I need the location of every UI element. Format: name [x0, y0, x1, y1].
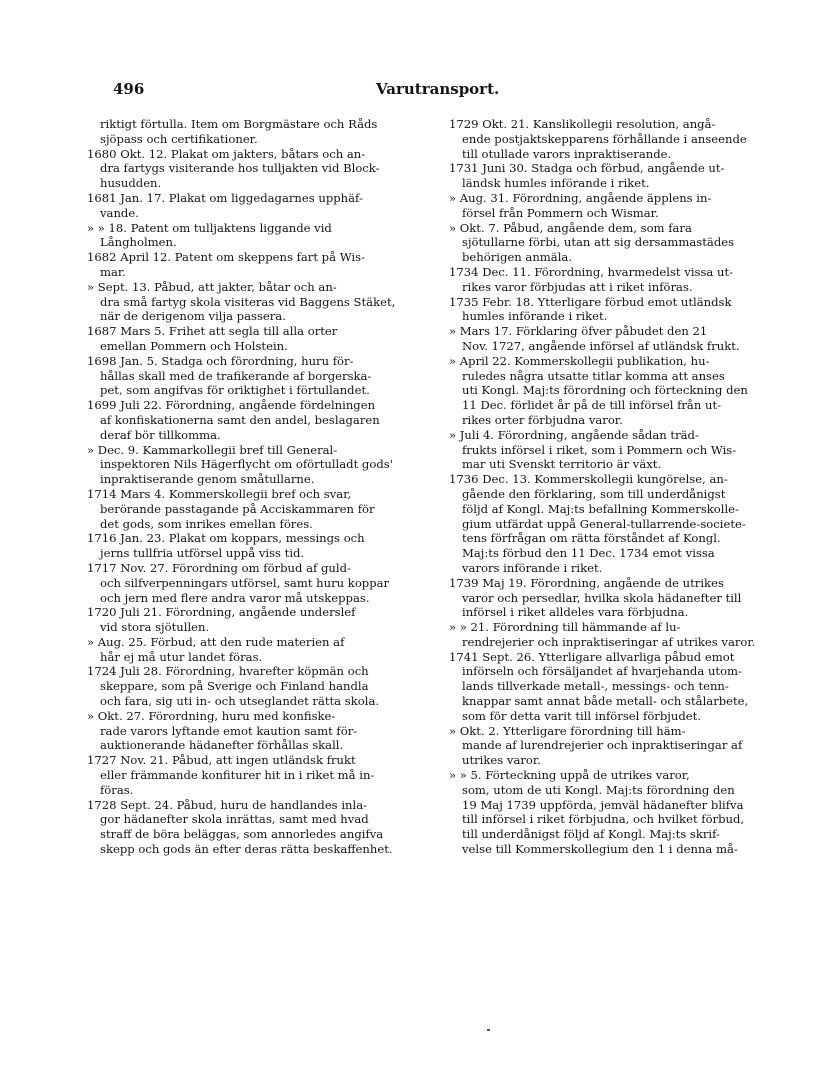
entry-text: riktigt förtulla. Item om Borgmästare och Råds sjöpass och certifikationer.: [100, 117, 378, 146]
entry-date: 1736 Dec. 13.: [449, 472, 531, 487]
entry-date: » Juli 4.: [449, 427, 495, 442]
running-title: Varutransport.: [376, 80, 500, 98]
register-entry: [449, 324, 805, 354]
entry-text: Förklaring öfver påbudet den 21 Nov. 1727, angående införsel af utländsk frukt.: [462, 324, 740, 353]
entry-text: Kanslikollegii resolution, angå- ende postjaktskepparens förhållande i anseende till otullade varors inpraktiserande.: [462, 117, 747, 161]
entry-text: Plakat om liggedagarnes upphäf- vande.: [100, 190, 363, 220]
entry-date: 1734 Dec. 11.: [449, 264, 531, 279]
entry-text: Förordning om förbud af guld- och silfverpenningars utförsel, samt huru koppar och jern med flere andra varor må utskeppas.: [100, 560, 390, 605]
entry-date: 1717 Nov. 27.: [87, 560, 169, 575]
register-entry: [449, 191, 805, 221]
entry-text: Förordning, hvarmedelst vissa ut- rikes varor förbjudas att i riket införas.: [462, 264, 734, 294]
register-entry: [87, 191, 443, 221]
entry-text: Förordning, angående sådan träd- frukts införsel i riket, som i Pommern och Wis- mar uti Svenskt territorio är växt.: [462, 427, 737, 472]
entry-text: Plakat om koppars, messings och jerns tullfria utförsel uppå viss tid.: [100, 531, 365, 561]
register-entry: [449, 472, 805, 576]
entry-date: 1698 Jan. 5.: [87, 353, 158, 368]
register-entry: [449, 428, 805, 472]
entry-date: » Sept. 13.: [87, 279, 151, 294]
register-entry: [449, 724, 805, 768]
entry-date: » » 5.: [449, 768, 482, 783]
register-entry: [449, 650, 805, 724]
entry-date: » April 22.: [449, 353, 511, 368]
register-entry: [87, 798, 443, 857]
entry-date: » Okt. 27.: [87, 708, 145, 723]
entry-date: 1681 Jan. 17.: [87, 190, 166, 205]
entry-text: Stadga och förordning, huru för- hållas skall med de trafikerande af borgerska- pet, som angifvas för oriktighet i förtullandet.: [100, 353, 372, 398]
entry-text: Kommerskollegii kungörelse, an- gående den förklaring, som till underdånigst följd af Kongl. Maj:ts befallning Kommerskolle- gium utfärdat uppå General-tullarrende-societe- tens förfrågan om rätta förståndet af Kongl. Maj:ts förbud den 11 Dec. 1734 emot vissa varors införande i riket.: [462, 472, 746, 575]
entry-text: Kommerskollegii publikation, hu- ruledes några utsatte titlar komma att anses uti Kongl. Maj:ts förordning och förteckning den 11 Dec. förlidet år på de till införsel från ut- rikes orter förbjudna varor.: [462, 353, 748, 427]
register-entry: [449, 354, 805, 428]
entry-date: 1727 Nov. 21.: [87, 753, 169, 768]
register-entry: [87, 531, 443, 561]
right-column: [449, 117, 805, 857]
entry-text: Förordning, angående de utrikes varor och persedlar, hvilka skola hädanefter till införsel i riket alldeles vara förbjudna.: [462, 575, 742, 620]
entry-date: 1714 Mars 4.: [87, 486, 166, 501]
entry-text: Ytterligare förordning till häm- mande af lurendrejerier och inpraktiseringar af utrikes varor.: [462, 723, 743, 768]
register-entry: [87, 147, 443, 191]
register-entry: [449, 620, 805, 650]
register-entry: [87, 250, 443, 280]
entry-date: » Aug. 25.: [87, 634, 147, 649]
entry-date: 1716 Jan. 23.: [87, 531, 166, 546]
register-entry: [87, 753, 443, 797]
register-entry: [449, 576, 805, 620]
entry-date: » Mars 17.: [449, 324, 513, 339]
entry-text: Förordning, huru med konfiske- rade varors lyftande emot kaution samt för- auktionerande hädanefter förhållas skall.: [100, 708, 358, 753]
register-entry: [449, 117, 805, 161]
entry-text: Förordning, hvarefter köpmän och skeppare, som på Sverige och Finland handla och fara, sig uti in- och utseglandet rätta skola.: [100, 664, 380, 709]
register-entry: [87, 709, 443, 753]
entry-date: 1699 Juli 22.: [87, 398, 162, 413]
entry-text: Påbud, huru de handlandes inla- gor hädanefter skola inrättas, samt med hvad straff de böra beläggas, som annorledes angifva skepp och gods än efter deras rätta beskaffenhet.: [100, 797, 393, 857]
entry-text: Förordning, angående fördelningen af konfiskationerna samt den andel, beslagaren deraf bör tillkomma.: [100, 398, 380, 442]
entry-date: » Aug. 31.: [449, 190, 509, 205]
register-entry: [87, 221, 443, 251]
entry-text: Patent om tulljaktens liggande vid Långholmen.: [100, 220, 332, 250]
register-entry: [449, 221, 805, 265]
entry-text: Påbud, angående dem, som fara sjötullarne förbi, utan att sig dersammastädes behörigen anmäla.: [462, 220, 735, 265]
register-entry: [87, 487, 443, 531]
entry-date: 1741 Sept. 26.: [449, 649, 535, 664]
entry-date: 1735 Febr. 18.: [449, 294, 534, 309]
register-entry: [449, 295, 805, 325]
entry-text: Förordning, angående äpplens in- försel från Pommern och Wismar.: [462, 190, 712, 220]
entry-text: Kammarkollegii bref till General- inspektoren Nils Hägerflycht om oförtulladt gods' inpraktiserande genom småtullarne.: [100, 442, 393, 487]
entry-date: 1731 Juni 30.: [449, 161, 528, 176]
entry-text: Påbud, att jakter, båtar och an- dra små fartyg skola visiteras vid Baggens Stäket, när de derigenom vilja passera.: [100, 279, 396, 324]
entry-text: Förordning till hämmande af lu- rendrejerier och inpraktiseringar af utrikes varor.: [462, 620, 756, 649]
register-entry: [87, 635, 443, 665]
entry-date: 1682 April 12.: [87, 250, 172, 265]
entry-date: 1728 Sept. 24.: [87, 797, 173, 812]
register-entry: [87, 443, 443, 487]
register-entry: [87, 605, 443, 635]
entry-date: » » 18.: [87, 220, 127, 235]
entry-text: Påbud, att ingen utländsk frukt eller främmande konfiturer hit in i riket må in- föras.: [100, 753, 375, 797]
entry-date: 1720 Juli 21.: [87, 605, 162, 620]
entry-text: Förteckning uppå de utrikes varor, som, utom de uti Kongl. Maj:ts förordning den 19 Maj 1739 uppförda, jemväl hädanefter blifva till införsel i riket förbjudna, och hvilket förbud, till underdånigst följd af Kongl. Maj:ts skrif- velse till Kommerskollegium den 1 i denna må-: [462, 768, 745, 857]
left-column: [87, 117, 443, 857]
entry-text: Frihet att segla till alla orter emellan Pommern och Holstein.: [100, 324, 338, 353]
entry-date: 1687 Mars 5.: [87, 324, 166, 339]
register-entry: [87, 324, 443, 354]
register-entry: [449, 161, 805, 191]
entry-text: Patent om skeppens fart på Wis- mar.: [100, 250, 365, 279]
page-number: 496: [113, 80, 145, 98]
register-entry: [87, 398, 443, 442]
entry-date: » » 21.: [449, 620, 489, 635]
entry-date: 1680 Okt. 12.: [87, 146, 168, 161]
register-entry: [87, 561, 443, 605]
register-entry: [87, 354, 443, 398]
entry-text: Förbud, att den rude materien af hår ej må utur landet föras.: [100, 634, 345, 664]
ink-speck: [487, 1029, 490, 1031]
entry-date: 1729 Okt. 21.: [449, 117, 530, 131]
entry-date: 1724 Juli 28.: [87, 664, 162, 679]
entry-date: 1739 Maj 19.: [449, 575, 527, 590]
register-entry: [449, 265, 805, 295]
entry-text: Stadga och förbud, angående ut- ländsk humles införande i riket.: [462, 161, 725, 191]
register-entry: [87, 664, 443, 708]
entry-date: » Okt. 7.: [449, 220, 500, 235]
register-entry: [449, 768, 805, 857]
entry-date: » Dec. 9.: [87, 442, 139, 457]
register-entry: [87, 117, 443, 147]
entry-text: Plakat om jakters, båtars och an- dra fartygs visiterande hos tulljakten vid Block- husudden.: [100, 146, 380, 191]
entry-text: Ytterligare förbud emot utländsk humles införande i riket.: [462, 294, 732, 324]
register-entry: [87, 280, 443, 324]
entry-text: Kommerskollegii bref och svar, berörande passtagande på Acciskammaren för det gods, som inrikes emellan föres.: [100, 486, 375, 531]
entry-date: » Okt. 2.: [449, 723, 500, 738]
entry-text: Förordning, angående underslef vid stora sjötullen.: [100, 605, 356, 635]
entry-text: Ytterligare allvarliga påbud emot införseln och försäljandet af hvarjehanda utom- lands tillverkade metall-, messings- och tenn- knappar samt annat både metall- och stålarbete, som för detta varit till införsel förbjudet.: [462, 649, 749, 723]
